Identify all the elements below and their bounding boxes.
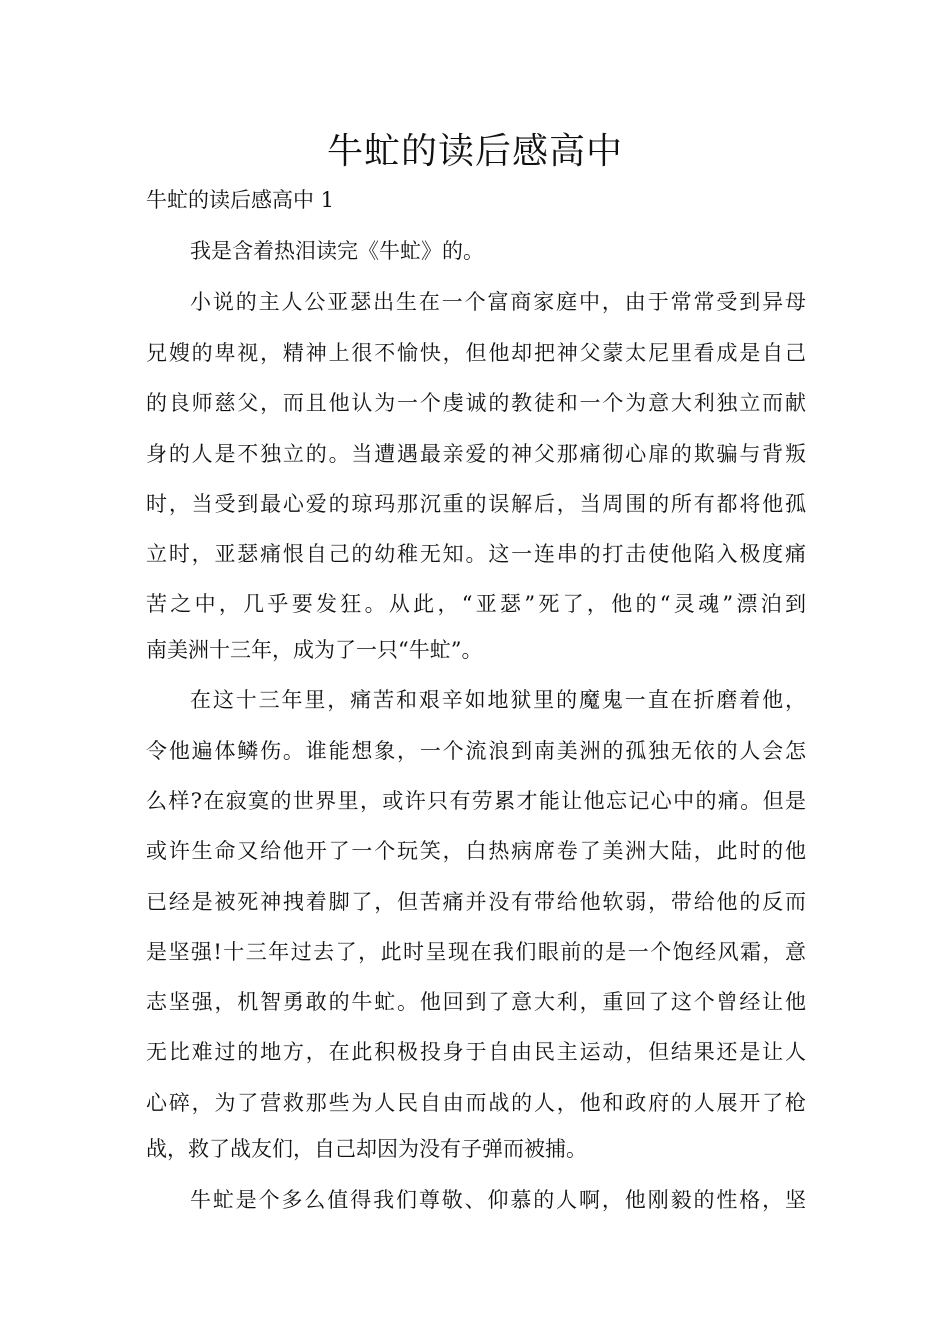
- paragraph-line: 时，当受到最心爱的琼玛那沉重的误解后，当周围的所有都将他孤: [146, 492, 806, 516]
- paragraph-line: 无比难过的地方，在此积极投身于自由民主运动，但结果还是让人: [146, 1040, 806, 1064]
- paragraph-line: 在这十三年里，痛苦和艰辛如地狱里的魔鬼一直在折磨着他，: [190, 688, 806, 712]
- paragraph-line: 已经是被死神拽着脚了，但苦痛并没有带给他软弱，带给他的反而: [146, 890, 806, 914]
- paragraph-line: 立时，亚瑟痛恨自己的幼稚无知。这一连串的打击使他陷入极度痛: [146, 542, 806, 566]
- paragraph-line: 小说的主人公亚瑟出生在一个富商家庭中，由于常常受到异母: [190, 290, 806, 314]
- paragraph-line: 心碎，为了营救那些为人民自由而战的人，他和政府的人展开了枪: [146, 1091, 806, 1115]
- paragraph-line: 令他遍体鳞伤。谁能想象，一个流浪到南美洲的孤独无依的人会怎: [146, 739, 806, 763]
- paragraph-line: 是坚强!十三年过去了，此时呈现在我们眼前的是一个饱经风霜，意: [146, 940, 806, 964]
- paragraph-line: 兄嫂的卑视，精神上很不愉快，但他却把神父蒙太尼里看成是自己: [146, 341, 806, 365]
- paragraph-line: 身的人是不独立的。当遭遇最亲爱的神父那痛彻心扉的欺骗与背叛: [146, 442, 806, 466]
- paragraph-line: 牛虻是个多么值得我们尊敬、仰慕的人啊，他刚毅的性格，坚: [190, 1188, 806, 1212]
- paragraph-line: 志坚强，机智勇敢的牛虻。他回到了意大利，重回了这个曾经让他: [146, 990, 806, 1014]
- paragraph-line: 苦之中，几乎要发狂。从此，“亚瑟”死了，他的“灵魂”漂泊到: [146, 592, 806, 616]
- paragraph-line: 我是含着热泪读完《牛虻》的。: [190, 239, 484, 263]
- paragraph-line: 或许生命又给他开了一个玩笑，白热病席卷了美洲大陆，此时的他: [146, 839, 806, 863]
- paragraph-line: 的良师慈父，而且他认为一个虔诚的教徒和一个为意大利独立而献: [146, 391, 806, 415]
- document-title: 牛虻的读后感高中: [326, 131, 623, 172]
- paragraph-line: 南美洲十三年，成为了一只“牛虻”。: [146, 638, 483, 662]
- paragraph-line: 么样?在寂寞的世界里，或许只有劳累才能让他忘记心中的痛。但是: [146, 789, 806, 813]
- paragraph-line: 战，救了战友们，自己却因为没有子弹而被捕。: [146, 1137, 587, 1161]
- document-subtitle: 牛虻的读后感高中 1: [146, 188, 335, 212]
